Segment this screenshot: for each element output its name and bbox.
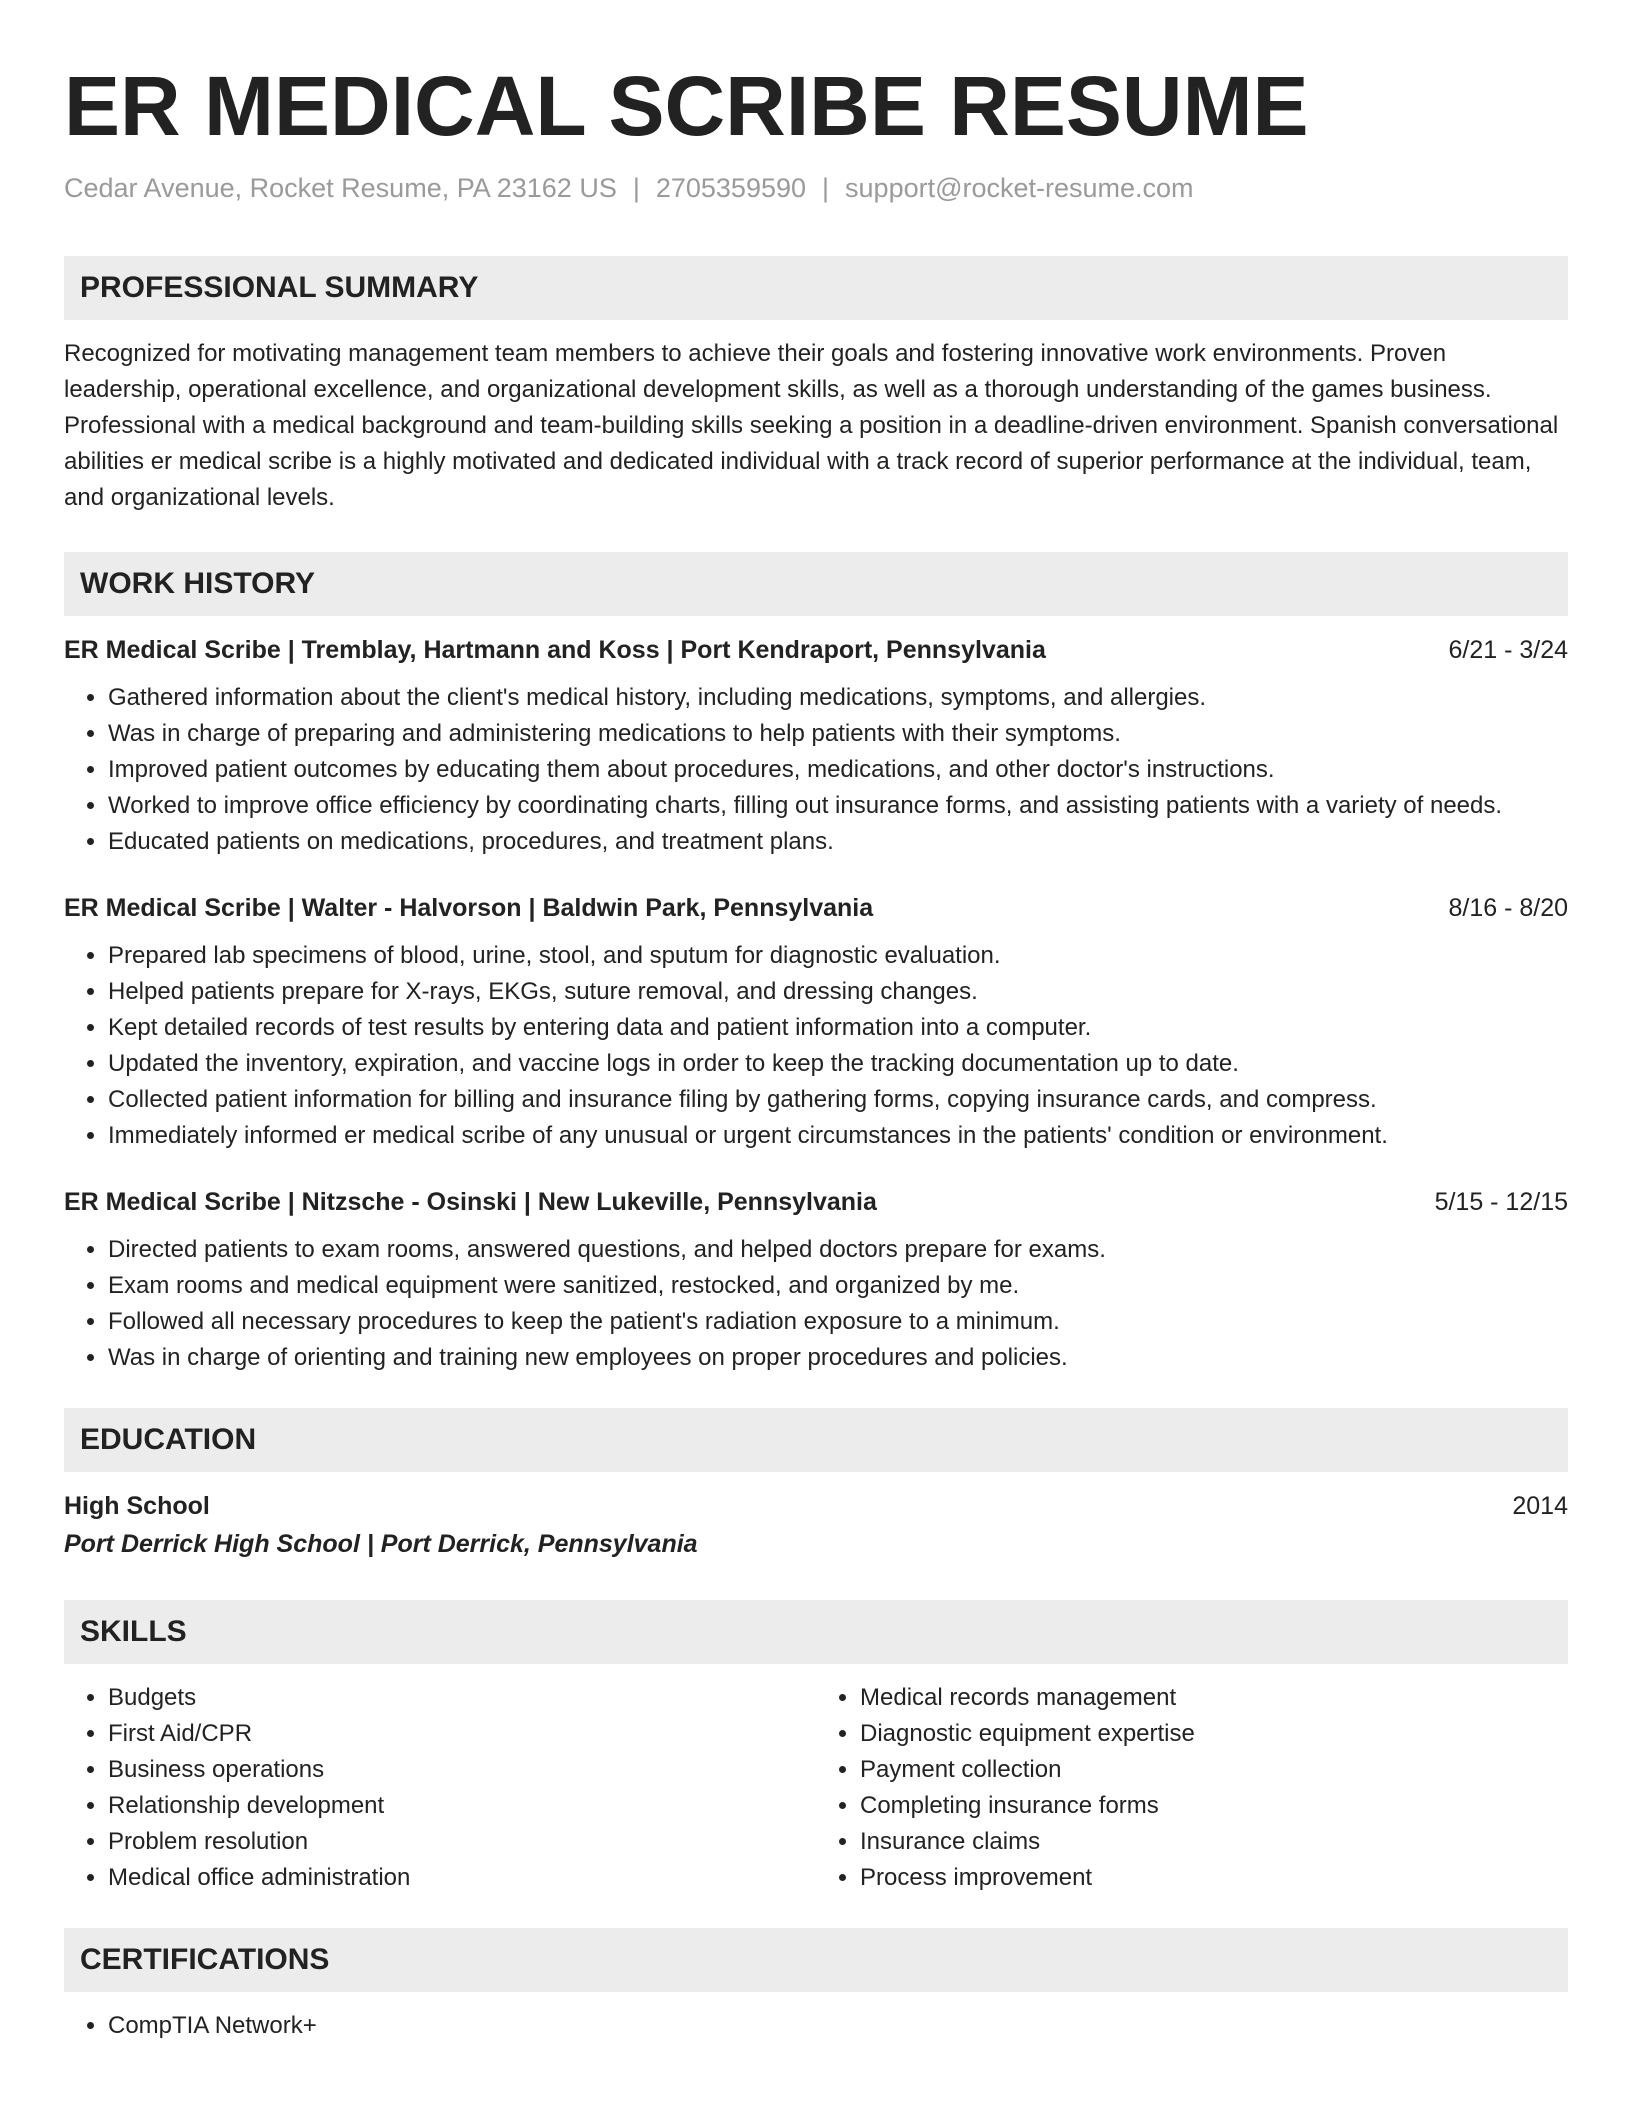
job-header bbox=[64, 890, 1568, 926]
list-item: • Exam rooms and medical equipment were sanitized, restocked, and organized by me. bbox=[108, 1268, 1568, 1304]
contact-separator: | bbox=[822, 173, 830, 203]
list-item: • Prepared lab specimens of blood, urine, stool, and sputum for diagnostic evaluation. bbox=[108, 938, 1568, 974]
list-item: • Budgets bbox=[108, 1680, 816, 1716]
job-heading: ER Medical Scribe | Nitzsche - Osinski | New Lukeville, Pennsylvania bbox=[64, 1188, 877, 1216]
section-heading: EDUCATION bbox=[64, 1408, 1568, 1472]
job-dates: 5/15 - 12/15 bbox=[1434, 1188, 1568, 1216]
list-item: • Completing insurance forms bbox=[860, 1788, 1568, 1824]
skills-section bbox=[64, 1600, 1568, 1896]
certifications-list bbox=[64, 2008, 1568, 2044]
job-bullets bbox=[64, 1232, 1568, 1376]
contact-address: Cedar Avenue, Rocket Resume, PA 23162 US bbox=[64, 173, 617, 203]
education-degree: High School bbox=[64, 1492, 210, 1520]
list-item: • Problem resolution bbox=[108, 1824, 816, 1860]
resume-title: ER MEDICAL SCRIBE RESUME bbox=[64, 59, 1309, 153]
summary-text: Recognized for motivating management team members to achieve their goals and fostering innovative work environments. Proven leadership, operational excellence, and organizational development skills, as well as a thorough understanding of the games business. Professional with a medical background and team-building skills seeking a position in a deadline-driven environment. Spanish conversational abilities er medical scribe is a highly motivated and dedicated individual with a track record of superior performance at the individual, team, and organizational levels. bbox=[64, 340, 1559, 511]
list-item: • Immediately informed er medical scribe of any unusual or urgent circumstances in the patients' condition or environment. bbox=[108, 1118, 1568, 1154]
skills-column-left bbox=[64, 1680, 816, 1896]
list-item: • Followed all necessary procedures to keep the patient's radiation exposure to a minimum. bbox=[108, 1304, 1568, 1340]
section-heading: CERTIFICATIONS bbox=[64, 1928, 1568, 1992]
contact-phone: 2705359590 bbox=[655, 173, 807, 203]
list-item: • First Aid/CPR bbox=[108, 1716, 816, 1752]
job-header bbox=[64, 632, 1568, 668]
list-item: • Collected patient information for billing and insurance filing by gathering forms, copying insurance cards, and compress. bbox=[108, 1082, 1568, 1118]
list-item: • Medical office administration bbox=[108, 1860, 816, 1896]
job-heading: ER Medical Scribe | Tremblay, Hartmann and Koss | Port Kendraport, Pennsylvania bbox=[64, 636, 1046, 664]
work-history-section bbox=[64, 552, 1568, 1376]
contact-separator: | bbox=[632, 173, 640, 203]
skills-column-right bbox=[816, 1680, 1568, 1896]
contact-email: support@rocket-resume.com bbox=[845, 173, 1194, 203]
job-dates: 8/16 - 8/20 bbox=[1448, 894, 1568, 922]
list-item: • Kept detailed records of test results by entering data and patient information into a computer. bbox=[108, 1010, 1568, 1046]
job-bullets bbox=[64, 938, 1568, 1154]
list-item: • Updated the inventory, expiration, and vaccine logs in order to keep the tracking documentation up to date. bbox=[108, 1046, 1568, 1082]
list-item: • CompTIA Network+ bbox=[108, 2008, 1568, 2044]
contact-line bbox=[64, 170, 1568, 206]
job-heading: ER Medical Scribe | Walter - Halvorson | Baldwin Park, Pennsylvania bbox=[64, 894, 874, 922]
list-item: • Relationship development bbox=[108, 1788, 816, 1824]
list-item: • Worked to improve office efficiency by coordinating charts, filling out insurance forms, and assisting patients with a variety of needs. bbox=[108, 788, 1568, 824]
list-item: • Was in charge of preparing and administering medications to help patients with their symptoms. bbox=[108, 716, 1568, 752]
section-heading: SKILLS bbox=[64, 1600, 1568, 1664]
section-heading: PROFESSIONAL SUMMARY bbox=[64, 256, 1568, 320]
section-heading: WORK HISTORY bbox=[64, 552, 1568, 616]
list-item: • Insurance claims bbox=[860, 1824, 1568, 1860]
education-section bbox=[64, 1408, 1568, 1564]
list-item: • Process improvement bbox=[860, 1860, 1568, 1896]
education-header bbox=[64, 1488, 1568, 1524]
job-entry bbox=[64, 1184, 1568, 1376]
skills-grid bbox=[64, 1680, 1568, 1896]
list-item: • Was in charge of orienting and training new employees on proper procedures and policies. bbox=[108, 1340, 1568, 1376]
certifications-section bbox=[64, 1928, 1568, 2044]
list-item: • Educated patients on medications, procedures, and treatment plans. bbox=[108, 824, 1568, 860]
list-item: • Gathered information about the client's medical history, including medications, symptoms, and allergies. bbox=[108, 680, 1568, 716]
list-item: • Payment collection bbox=[860, 1752, 1568, 1788]
list-item: • Helped patients prepare for X-rays, EKGs, suture removal, and dressing changes. bbox=[108, 974, 1568, 1010]
list-item: • Business operations bbox=[108, 1752, 816, 1788]
job-bullets bbox=[64, 680, 1568, 860]
summary-section bbox=[64, 256, 1568, 516]
list-item: • Diagnostic equipment expertise bbox=[860, 1716, 1568, 1752]
list-item: • Medical records management bbox=[860, 1680, 1568, 1716]
job-header bbox=[64, 1184, 1568, 1220]
list-item: • Improved patient outcomes by educating them about procedures, medications, and other doctor's instructions. bbox=[108, 752, 1568, 788]
job-entry bbox=[64, 632, 1568, 860]
education-school: Port Derrick High School | Port Derrick, Pennsylvania bbox=[64, 1530, 698, 1558]
job-dates: 6/21 - 3/24 bbox=[1448, 636, 1568, 664]
job-entry bbox=[64, 890, 1568, 1154]
list-item: • Directed patients to exam rooms, answered questions, and helped doctors prepare for exams. bbox=[108, 1232, 1568, 1268]
education-year: 2014 bbox=[1512, 1492, 1568, 1520]
